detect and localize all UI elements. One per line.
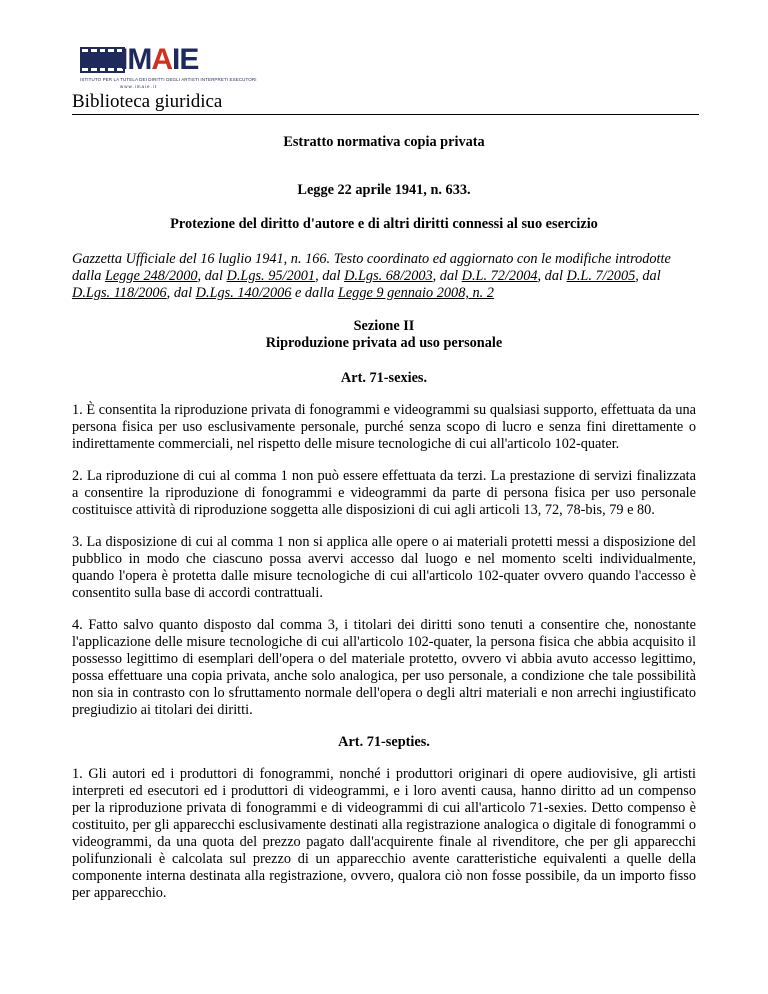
- section-heading: Sezione II: [353, 318, 415, 334]
- link-legge-2-2008[interactable]: Legge 9 gennaio 2008, n. 2: [337, 285, 494, 301]
- article-71-septies-comma-1: 1. Gli autori ed i produttori di fonogrammi, nonché i produttori originari di opere audiovisive, gli artisti interpreti ed esecutori ed i produttori di videogrammi, e i loro aventi causa, hanno diritto ad un compenso per la riproduzione privata di fonogrammi e di videogrammi di cui all'articolo 71-sexies. Detto compenso è costituito, per gli apparecchi esclusivamente destinati alla registrazione analogica o digitale di fonogrammi o videogrammi, da una quota del prezzo pagato dall'acquirente finale al rivenditore, che per gli apparecchi polifunzionali è calcolata sul prezzo di un apparecchio avente caratteristiche equivalenti a quelle della componente interna destinata alla registrazione, ovvero, qualora ciò non fosse possibile, da un importo fisso per apparecchio.: [72, 766, 696, 901]
- article-71-sexies-comma-4: 4. Fatto salvo quanto disposto dal comma 3, i titolari dei diritti sono tenuti a consentire che, nonostante l'applicazione delle misure tecnologiche di cui all'articolo 102-quater, la persona fisica che abbia acquisito il possesso legittimo di esemplari dell'opera o del materiale protetto, ovvero vi abbia avuto accesso legittimo, possa effettuare una copia privata, anche solo analogica, per uso personale, a condizione che tale possibilità non sia in contrasto con lo sfruttamento normale dell'opera o degli altri materiali e non arrechi ingiustificato pregiudizio ai titolari dei diritti.: [72, 617, 696, 718]
- article-71-sexies-comma-3: 3. La disposizione di cui al comma 1 non si applica alle opere o ai materiali protetti messi a disposizione del pubblico in modo che ciascuno possa avervi accesso dal luogo e nel momento scelti individualmente, quando l'opera è protetta dalle misure tecnologiche di cui all'articolo 102-quater ovvero quando l'accesso è consentito sulla base di accordi contrattuali.: [72, 534, 696, 601]
- law-subtitle: Protezione del diritto d'autore e di altri diritti connessi al suo esercizio: [170, 216, 598, 232]
- gazette-note: Gazzetta Ufficiale del 16 luglio 1941, n. 166. Testo coordinato ed aggiornato con le modifiche introdotte dalla Legge 248/2000, dal D.Lgs. 95/2001, dal D.Lgs. 68/2003, dal D.L. 72/2004, dal D.L. 7/2005, dal D.Lgs. 118/2006, dal D.Lgs. 140/2006 e dalla Legge 9 gennaio 2008, n. 2: [72, 251, 671, 301]
- link-dlgs-140-2006[interactable]: D.Lgs. 140/2006: [195, 285, 292, 301]
- section-title: Biblioteca giuridica: [72, 91, 223, 112]
- link-dl-7-2005[interactable]: D.L. 7/2005: [566, 268, 636, 284]
- link-dl-72-2004[interactable]: D.L. 72/2004: [461, 268, 538, 284]
- extract-title: Estratto normativa copia privata: [283, 134, 485, 150]
- article-71-septies-title: Art. 71-septies.: [338, 734, 430, 750]
- film-strip-icon: [80, 47, 125, 73]
- logo-tagline: ISTITUTO PER LA TUTELA DEI DIRITTI DEGLI ARTISTI INTERPRETI ESECUTORI: [80, 77, 257, 82]
- imaie-logo: [80, 43, 255, 93]
- logo-wordmark: IMAIE: [120, 43, 199, 76]
- article-71-sexies-title: Art. 71-sexies.: [340, 370, 428, 386]
- header-divider: [72, 114, 699, 115]
- document-body: [72, 126, 696, 902]
- link-dlgs-95-2001[interactable]: D.Lgs. 95/2001: [226, 268, 316, 284]
- article-71-sexies-comma-1: 1. È consentita la riproduzione privata di fonogrammi e videogrammi su qualsiasi supporto, effettuata da una persona fisica per uso esclusivamente personale, purché senza scopo di lucro e senza fini direttamente o indirettamente commerciali, nel rispetto delle misure tecnologiche di cui all'articolo 102-quater.: [72, 402, 696, 452]
- logo-website: www.imaie.it: [120, 84, 158, 89]
- link-dlgs-68-2003[interactable]: D.Lgs. 68/2003: [344, 268, 433, 284]
- link-legge-248-2000[interactable]: Legge 248/2000: [104, 268, 198, 284]
- link-dlgs-118-2006[interactable]: D.Lgs. 118/2006: [72, 285, 167, 301]
- law-title: Legge 22 aprile 1941, n. 633.: [297, 182, 471, 198]
- section-subheading: Riproduzione privata ad uso personale: [265, 335, 503, 351]
- article-71-sexies-comma-2: 2. La riproduzione di cui al comma 1 non può essere effettuata da terzi. La prestazione di servizi finalizzata a consentire la riproduzione di fonogrammi e videogrammi da parte di persona fisica per uso personale costituisce attività di riproduzione soggetta alle disposizioni di cui agli articoli 13, 72, 78-bis, 79 e 80.: [72, 468, 696, 518]
